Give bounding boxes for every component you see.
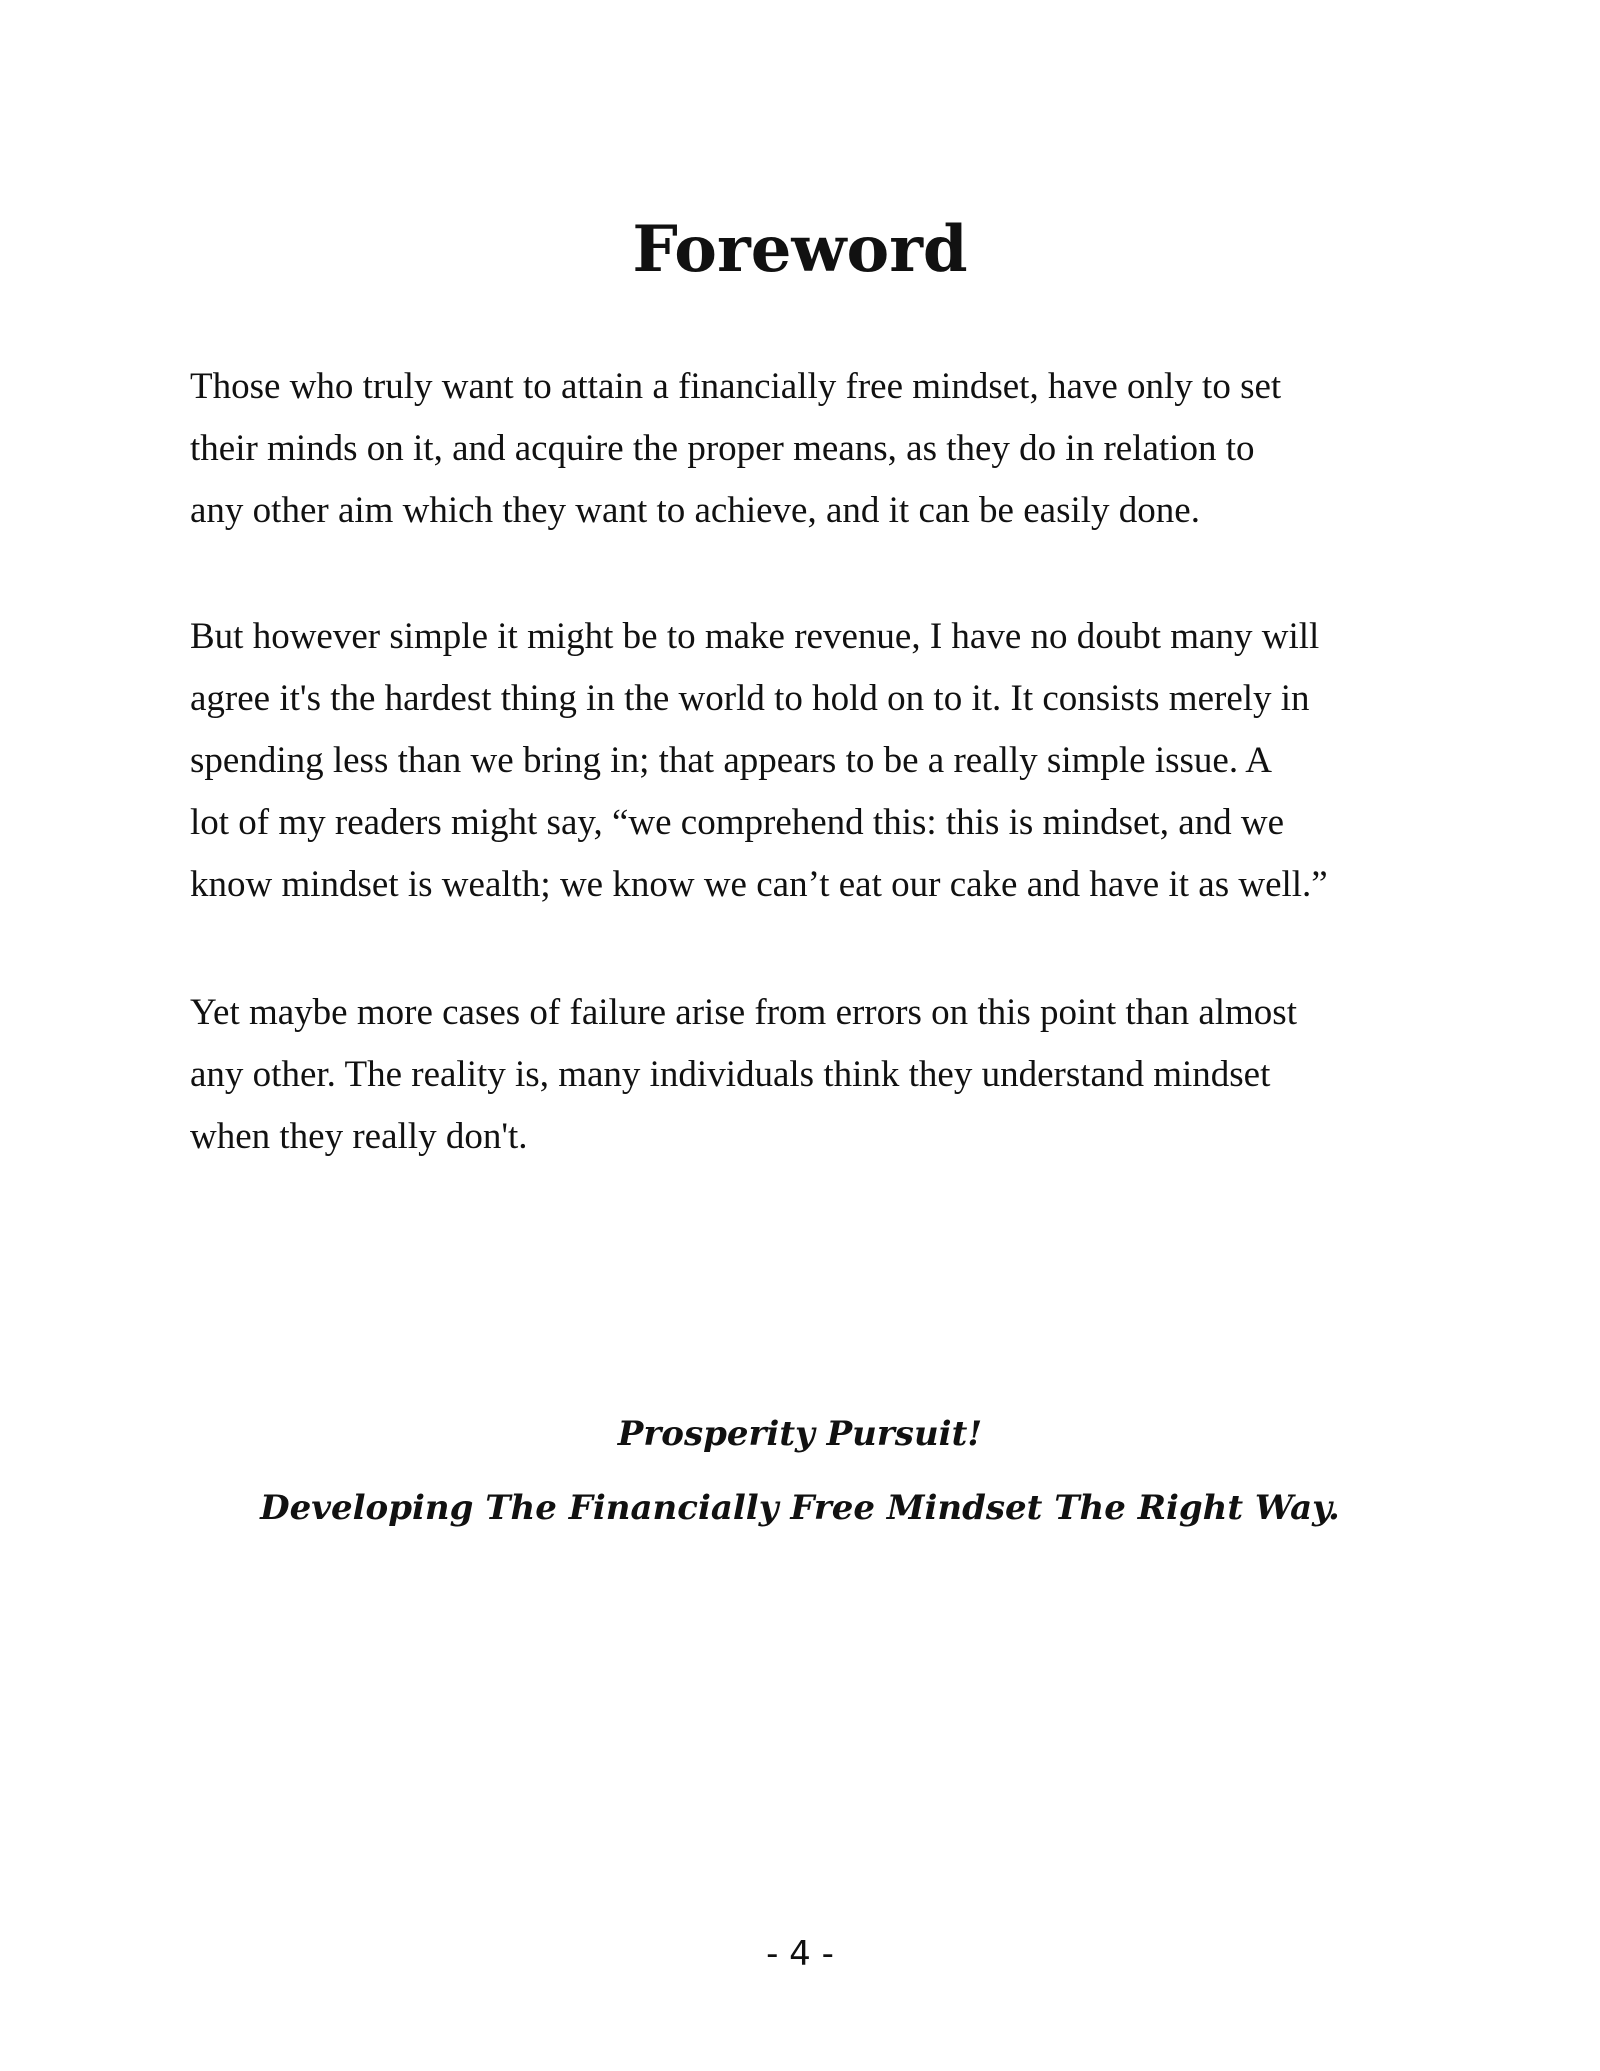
paragraph-line: Those who truly want to attain a financially free mindset, have only to set bbox=[190, 366, 1282, 407]
paragraph-line: any other aim which they want to achieve, and it can be easily done. bbox=[190, 490, 1200, 531]
paragraph-2 bbox=[190, 606, 1430, 916]
paragraph-line: when they really don't. bbox=[190, 1116, 528, 1157]
paragraph-line: any other. The reality is, many individuals think they understand mindset bbox=[190, 1054, 1271, 1095]
paragraph-line: But however simple it might be to make revenue, I have no doubt many will bbox=[190, 616, 1320, 657]
paragraph-3 bbox=[190, 982, 1430, 1168]
paragraph-1 bbox=[190, 356, 1430, 542]
paragraph-line: their minds on it, and acquire the proper means, as they do in relation to bbox=[190, 428, 1255, 469]
paragraph-line: know mindset is wealth; we know we can’t eat our cake and have it as well.” bbox=[190, 864, 1328, 905]
paragraph-line: Yet maybe more cases of failure arise from errors on this point than almost bbox=[190, 992, 1297, 1033]
page-number: - 4 - bbox=[766, 1934, 834, 1974]
closing-title: Prosperity Pursuit! bbox=[617, 1414, 983, 1454]
closing-subtitle: Developing The Financially Free Mindset The Right Way. bbox=[260, 1488, 1340, 1528]
paragraph-line: spending less than we bring in; that appears to be a really simple issue. A bbox=[190, 740, 1273, 781]
paragraph-line: agree it's the hardest thing in the world to hold on to it. It consists merely in bbox=[190, 678, 1310, 719]
page-title: Foreword bbox=[632, 212, 968, 287]
paragraph-line: lot of my readers might say, “we comprehend this: this is mindset, and we bbox=[190, 802, 1285, 843]
